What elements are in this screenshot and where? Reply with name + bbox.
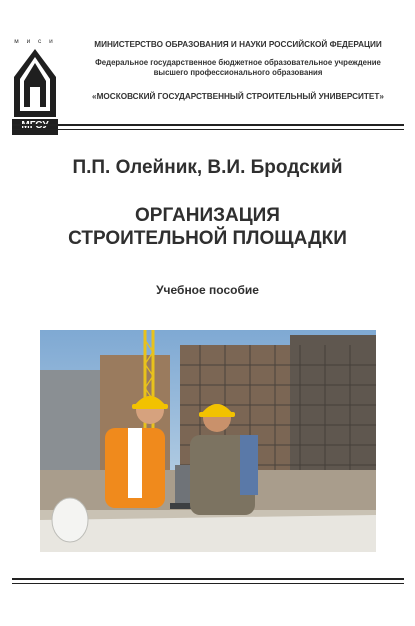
book-title — [0, 204, 415, 250]
title-line-1: ОРГАНИЗАЦИЯ — [135, 205, 280, 226]
title-line-2: СТРОИТЕЛЬНОЙ ПЛОЩАДКИ — [68, 228, 347, 249]
construction-site-photo — [40, 330, 376, 552]
logo-top-text: м и с и — [14, 38, 56, 45]
bottom-rule-1 — [12, 578, 404, 580]
federal-line-1: Федеральное государственное бюджетное образовательное учреждение — [95, 58, 381, 67]
institution-type — [70, 58, 406, 78]
construction-photo-illustration — [40, 330, 376, 552]
university-logo — [10, 38, 60, 122]
university-name: «МОСКОВСКИЙ ГОСУДАРСТВЕННЫЙ СТРОИТЕЛЬНЫЙ УНИВЕРСИТЕТ» — [92, 92, 384, 101]
ministry-heading: МИНИСТЕРСТВО ОБРАЗОВАНИЯ И НАУКИ РОССИЙСКОЙ ФЕДЕРАЦИИ — [94, 40, 382, 49]
authors: П.П. Олейник, В.И. Бродский — [72, 157, 343, 178]
federal-line-2: высшего профессионального образования — [153, 68, 323, 77]
book-subtitle: Учебное пособие — [156, 283, 259, 297]
top-rule-1 — [12, 124, 404, 126]
bottom-rule-2 — [12, 583, 404, 584]
top-rule-2 — [12, 129, 404, 130]
